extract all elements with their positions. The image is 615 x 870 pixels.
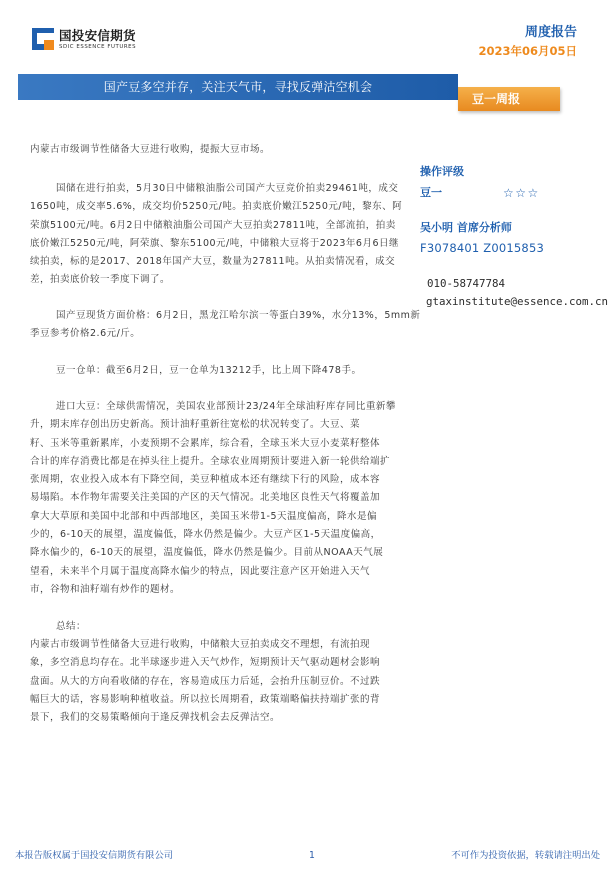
report-type: 周度报告	[524, 25, 577, 40]
paragraph-line: 内蒙古市级调节性储备大豆进行收购，提振大豆市场。	[30, 144, 271, 155]
analyst-phone: 010-58747784	[427, 277, 506, 290]
report-tag-label: 豆一周报	[472, 92, 521, 106]
paragraph-auction	[30, 180, 403, 290]
paragraph-warehouse-receipts	[30, 362, 398, 380]
footer-copyright: 本报告版权属于国投安信期货有限公司	[15, 850, 174, 861]
paragraph-line: 差，拍卖底价较一季度下调了。	[30, 274, 171, 286]
paragraph-line: 豆一仓单：截至6月2日，豆一仓单为13212手，比上周下降478手。	[56, 365, 362, 376]
paragraph-line: 市，谷物和油籽端有炒作的题材。	[30, 583, 181, 595]
report-title: 国产豆多空并存，关注天气市，寻找反弹沽空机会	[103, 80, 373, 94]
rating-stars: ☆☆☆	[503, 186, 540, 200]
paragraph-line: 合计的库存消费比都是在掉头往上提升。全球农业周期预计要进入新一轮供给端扩	[30, 455, 391, 467]
paragraph-line: 国产豆现货方面价格：6月2日，黑龙江哈尔滨一等蛋白39%，水分13%，5mm新	[56, 310, 421, 321]
report-date: 2023年06月05日	[478, 44, 577, 58]
paragraph-line: 望看，未来半个月属于温度高降水偏少的特点，因此要注意产区开始进入天气	[30, 565, 371, 577]
paragraph-line: 升，期末库存创出历史新高。预计油籽重新往宽松的状况转变了。大豆、菜	[30, 419, 361, 431]
paragraph-line: 易塌陷。本作物年需要关注美国的产区的天气情况。北美地区良性天气将覆盖加	[30, 492, 381, 504]
paragraph-line: 少的，6-10天的展望，温度偏低，降水仍然是偏少。大豆产区1-5天温度偏高，	[30, 529, 381, 541]
paragraph-line: 国储在进行拍卖，5月30日中储粮油脂公司国产大豆竞价拍卖29461吨，成交	[56, 183, 399, 194]
analyst-email: gtaxinstitute@essence.com.cn	[426, 295, 609, 308]
summary-heading-block	[30, 618, 398, 636]
paragraph-line: 拿大大草原和美国中北部和中西部地区，美国玉米带1-5天温度偏高，降水是偏	[30, 510, 378, 522]
title-banner	[18, 74, 458, 100]
analyst-license: F3078401 Z0015853	[420, 241, 544, 255]
paragraph-line: 象，多空消息均存在。北半球逐步进入天气炒作，短期预计天气驱动题材会影响	[30, 657, 381, 669]
rating-label: 操作评级	[420, 165, 464, 178]
paragraph-intro	[30, 141, 398, 159]
footer-disclaimer: 不可作为投资依据，转载请注明出处	[451, 850, 600, 861]
report-tag	[458, 87, 560, 111]
paragraph-line: 籽、玉米等重新累库，小麦预期不会累库，综合看，全球玉米大豆小麦菜籽整体	[30, 437, 381, 449]
logo-name-cn: 国投安信期货	[59, 28, 136, 43]
paragraph-line: 幅巨大的话，容易影响种植收益。所以拉长周期看，政策端略偏扶持端扩张的背	[30, 693, 381, 705]
paragraph-line: 1650吨，成交率5.6%，成交均价5250元/吨。拍卖底价嫩江5250元/吨，黎东、阿	[30, 201, 403, 213]
summary-heading: 总结：	[56, 621, 87, 632]
paragraph-spot-price	[30, 307, 421, 344]
paragraph-summary	[30, 636, 398, 727]
paragraph-line: 底价嫩江5250元/吨，阿荣旗、黎东5100元/吨，中储粮大豆将于2023年6月6日继	[30, 237, 400, 249]
paragraph-line: 景下，我们的交易策略倾向于逢反弹找机会去反弹沽空。	[30, 712, 281, 724]
paragraph-line: 续拍卖，标的是2017、2018年国产大豆，数量为27811吨。从拍卖情况看，成交	[30, 256, 396, 268]
logo-name-en: SDIC ESSENCE FUTURES	[59, 44, 137, 50]
page-number: 1	[309, 850, 315, 861]
rating-product: 豆一	[420, 186, 442, 199]
paragraph-line: 荣旗5100元/吨。6月2日中储粮油脂公司国产大豆拍卖27811吨，全部流拍，拍卖	[30, 219, 396, 231]
company-logo	[32, 27, 144, 53]
paragraph-line: 进口大豆：全球供需情况，美国农业部预计23/24年全球油籽库存同比重新攀	[56, 401, 396, 412]
paragraph-line: 季豆参考价格2.6元/斤。	[30, 328, 141, 340]
analyst-name: 吴小明 首席分析师	[420, 221, 512, 234]
paragraph-line: 盘面。从大的方向看收储的存在，容易造成压力后延，会抬升压制豆价。不过跌	[30, 675, 381, 687]
paragraph-imported-soybeans	[30, 398, 398, 599]
paragraph-line: 内蒙古市级调节性储备大豆进行收购，中储粮大豆拍卖成交不理想，有流拍现	[30, 639, 371, 650]
paragraph-line: 降水偏少的，6-10天的展望，温度偏低，降水仍然是偏少。目前从NOAA天气展	[30, 547, 384, 559]
logo-mark-icon	[32, 28, 54, 50]
paragraph-line: 张周期，农业投入成本有下降空间，美豆种植成本还有继续下行的风险，成本容	[30, 474, 381, 486]
